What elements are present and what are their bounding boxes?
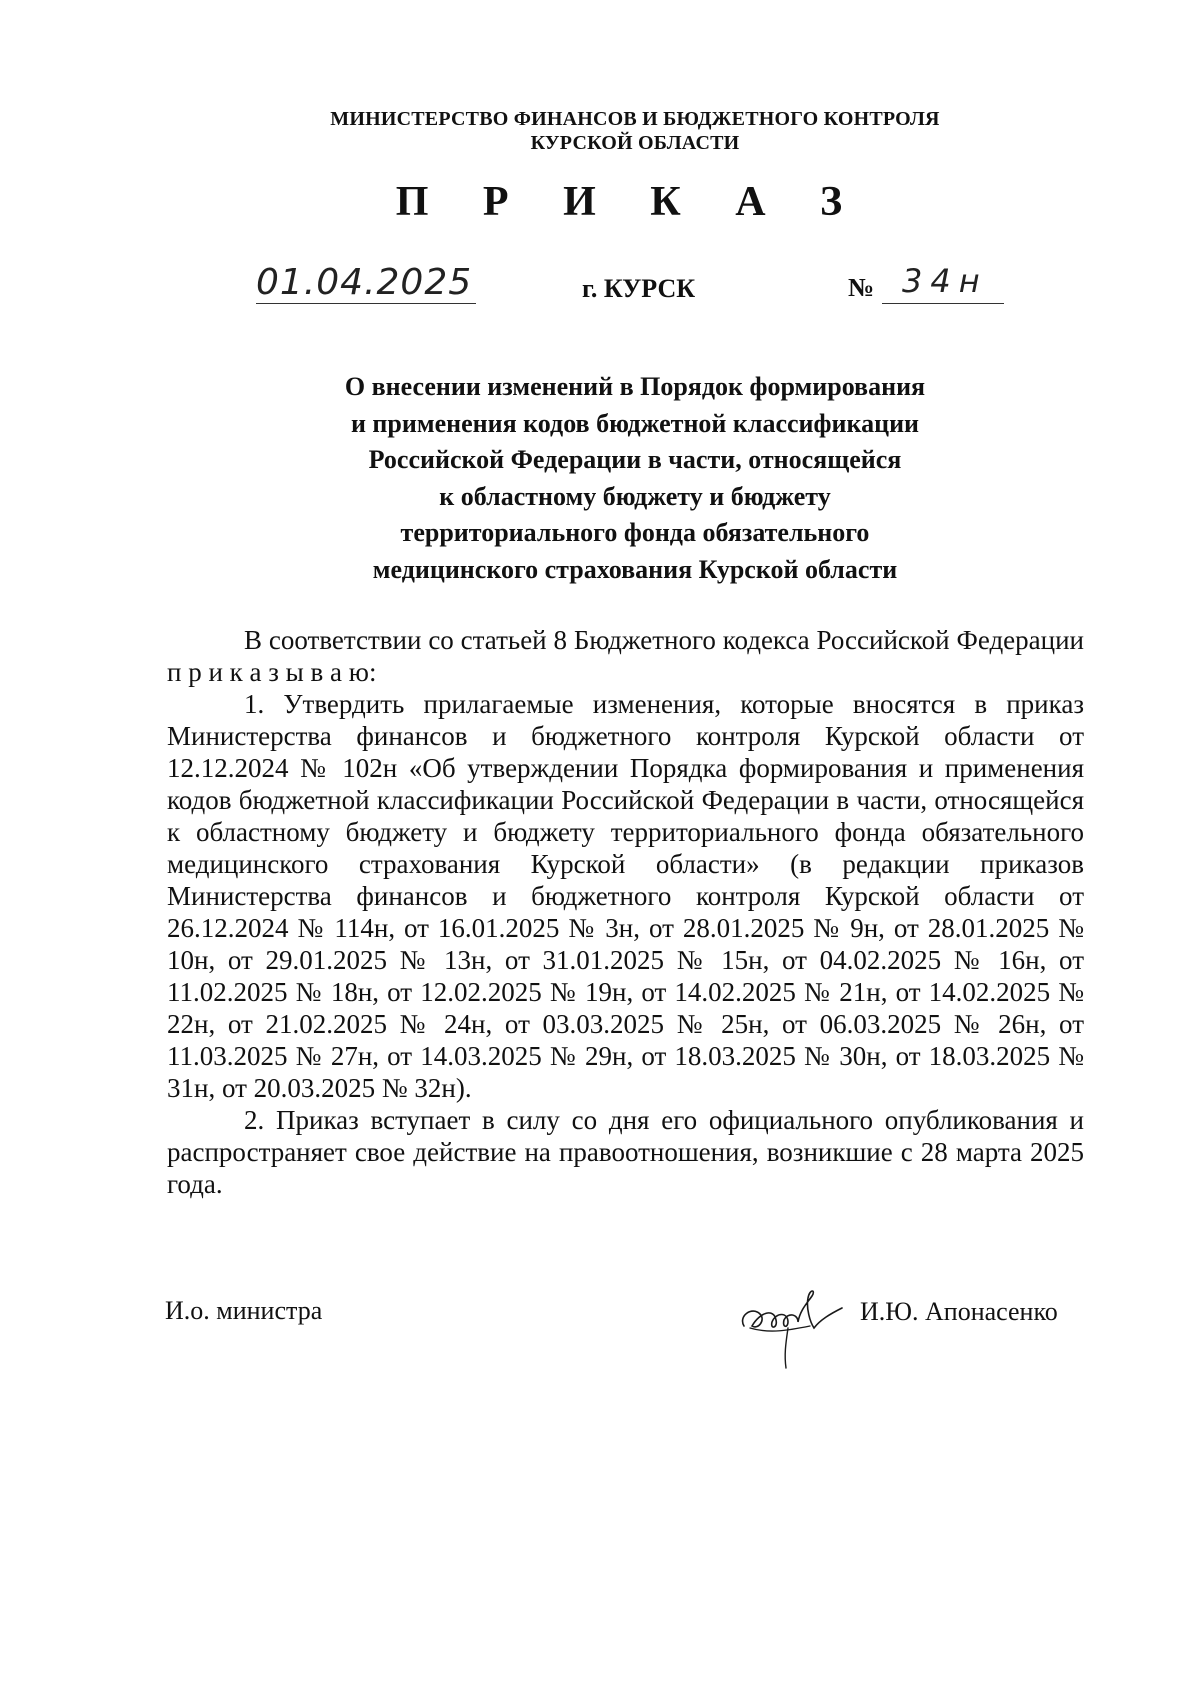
signer-name: И.Ю. Апонасенко (860, 1297, 1058, 1326)
handwritten-signature (730, 1268, 860, 1378)
ministry-name-line2: КУРСКОЙ ОБЛАСТИ (530, 132, 740, 154)
subject-line: к областному бюджету и бюджету (439, 481, 831, 511)
subject-line: О внесении изменений в Порядок формирования (344, 372, 926, 401)
document-subject (0, 369, 1200, 588)
ministry-header (0, 107, 1200, 155)
document-number: 34н (902, 262, 988, 300)
ministry-name-line1: МИНИСТЕРСТВО ФИНАНСОВ И БЮДЖЕТНОГО КОНТРОЛЯ (330, 108, 940, 130)
subject-line: и применения кодов бюджетной классификации (350, 408, 920, 438)
document-date: 01.04.2025 (256, 262, 473, 303)
date-underline (256, 303, 476, 304)
document-type-title: П Р И К А З (395, 179, 865, 225)
number-underline (882, 303, 1004, 304)
item-1-paragraph: 1. Утвердить прилагаемые изменения, которые вносятся в приказ Министерства финансов и бюджетного контроля Курской области от 12.12.2024 № 102н «Об утверждении Порядка формирования и применения кодов бюджетной классификации Российской Федерации в части, относящейся к областному бюджету и бюджету территориального фонда обязательного медицинского страхования Курской области» (в редакции приказов Министерства финансов и бюджетного контроля Курской области от 26.12.2024 № 114н, от 16.01.2025 № 3н, от 28.01.2025 № 9н, от 28.01.2025 № 10н, от 29.01.2025 № 13н, от 31.01.2025 № 15н, от 04.02.2025 № 16н, от 11.02.2025 № 18н, от 12.02.2025 № 19н, от 14.02.2025 № 21н, от 14.02.2025 № 22н, от 21.02.2025 № 24н, от 03.03.2025 № 25н, от 06.03.2025 № 26н, от 11.03.2025 № 27н, от 14.03.2025 № 29н, от 18.03.2025 № 30н, от 18.03.2025 № 31н, от 20.03.2025 № 32н). (167, 689, 1084, 1103)
document-body (167, 624, 1084, 1200)
subject-line: Российской Федерации в части, относящейся (368, 445, 902, 474)
item-2-paragraph: 2. Приказ вступает в силу со дня его официального опубликования и распространяет свое действие на правоотношения, возникшие с 28 марта 2025 года. (167, 1105, 1084, 1199)
number-label: № (848, 273, 875, 302)
subject-line: территориального фонда обязательного (400, 518, 870, 547)
document-city: г. КУРСК (582, 274, 696, 303)
signer-position: И.о. министра (165, 1296, 323, 1325)
preamble-paragraph: В соответствии со статьей 8 Бюджетного кодекса Российской Федерации п р и к а з ы в а ю: (167, 625, 1084, 687)
subject-line: медицинского страхования Курской области (372, 554, 898, 584)
